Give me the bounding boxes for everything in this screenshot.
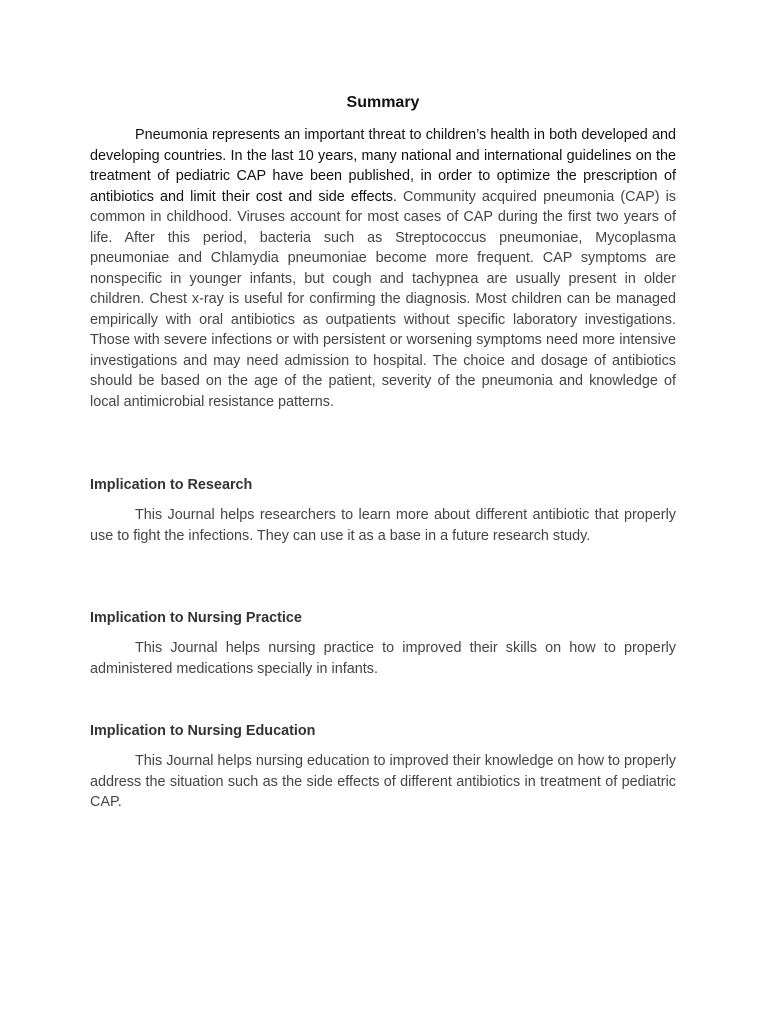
summary-paragraph-part1: Pneumonia represents an important threat to children’s health in both developed and developing countries. In the last 10 years, many national and international guidelines on the treatment of pediatric CAP have been published, in order to optimize the prescription of antibiotics and limit their cost and side effects. — [90, 127, 676, 205]
research-paragraph: This Journal helps researchers to learn more about different antibiotic that properly use to fight the infections. They can use it as a base in a future research study. — [90, 507, 676, 544]
summary-paragraph — [90, 125, 676, 412]
nursing-education-paragraph: This Journal helps nursing education to improved their knowledge on how to properly address the situation such as the side effects of different antibiotics in treatment of pediatric CAP. — [90, 753, 676, 810]
summary-title: Summary — [346, 94, 420, 111]
summary-paragraph-part2: Community acquired pneumonia (CAP) is common in childhood. Viruses account for most cases of CAP during the first two years of life. After this period, bacteria such as Streptococcus pneumoniae, Mycoplasma pneumoniae and Chlamydia pneumoniae become more frequent. CAP symptoms are nonspecific in younger infants, but cough and tachypnea are usually present in older children. Chest x-ray is useful for confirming the diagnosis. Most children can be managed empirically with oral antibiotics as outpatients without specific laboratory investigations. Those with severe infections or with persistent or worsening symptoms need more intensive investigations and may need admission to hospital. The choice and dosage of antibiotics should be based on the age of the patient, severity of the pneumonia and knowledge of local antimicrobial resistance patterns. — [90, 188, 676, 410]
summary-section — [90, 92, 676, 412]
research-section — [90, 475, 676, 546]
research-heading: Implication to Research — [90, 477, 253, 493]
nursing-education-section — [90, 721, 676, 813]
nursing-practice-section — [90, 608, 676, 679]
nursing-education-heading: Implication to Nursing Education — [90, 723, 316, 739]
nursing-practice-paragraph: This Journal helps nursing practice to improved their skills on how to properly administered medications specially in infants. — [90, 640, 676, 677]
nursing-practice-heading: Implication to Nursing Practice — [90, 610, 302, 626]
